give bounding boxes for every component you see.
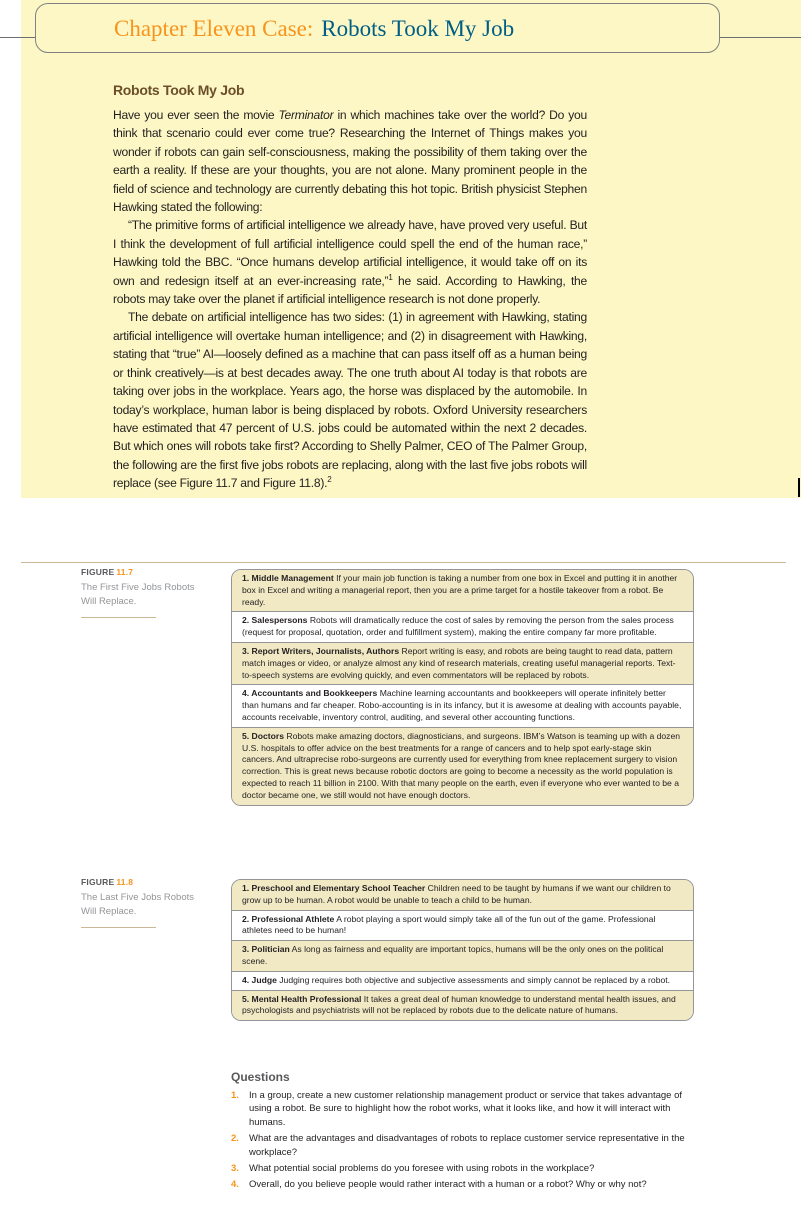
paragraph-2: “The primitive forms of artificial intelligence we already have, have proved very useful. But I think the development of full artificial intelligence could spell the end of the human race,” Hawking told the BBC. “Once humans develop artificial intelligence, it would take off on its own and redesign itself at an ever-increasing rate,”$^1$ he said. According to Hawking, the robots may take over the planet if artificial intelligence research is not done properly. <box>113 218 588 307</box>
figure-number: FIGURE 11.8 <box>81 877 134 887</box>
caption-rule <box>81 927 156 928</box>
question-item: 2. What are the advantages and disadvantages of robots to replace customer service representative in the workplace? <box>231 1133 685 1158</box>
list-item: 2. Salespersons Robots will dramatically reduce the cost of sales by removing the person from the sales process (request for proposal, quotation, order and fulfillment system), making the entire company far more profitable. <box>232 612 693 643</box>
case-title: Robots Took My Job <box>321 16 515 41</box>
question-item: 4. Overall, do you believe people would rather interact with a human or a robot? Why or why not? <box>231 1179 647 1191</box>
figure-number: FIGURE 11.7 <box>81 567 134 577</box>
case-heading: Robots Took My Job <box>113 82 245 98</box>
chapter-label: Chapter Eleven Case: <box>114 16 314 41</box>
list-item: 4. Judge Judging requires both objective and subjective assessments and simply cannot be replaced by a robot. <box>232 972 693 991</box>
list-item: 1. Preschool and Elementary School Teacher Children need to be taught by humans if we want our children to grow up to be human. A robot would be unable to teach a child to be human. <box>232 880 693 911</box>
footnote-ref-2[interactable]: 2 <box>327 475 332 485</box>
list-item: 2. Professional Athlete A robot playing a sport would simply take all of the fun out of the game. Professional athletes need to be human! <box>232 911 693 942</box>
figure-section-rule <box>21 562 786 563</box>
list-item: 5. Doctors Robots make amazing doctors, diagnosticians, and surgeons. IBM’s Watson is teaming up with a dozen U.S. hospitals to offer advice on the best treatments for a range of cancers and to help spot early-stage skin cancers. And ultraprecise robo-surgeons are currently used for everything from knee replacement surgery to vision correction. This is great news because robotic doctors are going to become a necessity as the world population is expected to reach 11 billion in 2100. With that many people on the earth, even if everyone who ever wanted to be a doctor became one, we still would not have enough doctors. <box>232 728 693 805</box>
footnote-ref-1[interactable]: 1 <box>388 272 393 282</box>
caption-rule <box>81 617 156 618</box>
question-item: 1. In a group, create a new customer relationship management product or service that takes advantage of using a robot. Be sure to highlight how the robot works, what it looks like, and how it will interact with humans. <box>231 1090 683 1128</box>
questions-heading: Questions <box>231 1070 290 1084</box>
figure-11-8-label <box>81 877 211 928</box>
list-item: 3. Report Writers, Journalists, Authors Report writing is easy, and robots are being taught to read data, pattern match images or video, or analyze almost any kind of research materials, creating useful managerial reports. Text-to-speech systems are evolving quickly, and even commentators will be replaced by robots. <box>232 643 693 685</box>
header-rule-left <box>0 37 36 38</box>
header-rule-right <box>718 37 801 38</box>
title-banner <box>35 3 720 53</box>
list-item: 1. Middle Management If your main job function is taking a number from one box in Excel and putting it in another box in Excel and writing a managerial report, then you are a prime target for a hostile takeover from a robot. Be ready. <box>232 570 693 612</box>
text-cursor <box>798 478 800 497</box>
case-body <box>113 82 587 493</box>
list-item: 3. Politician As long as fairness and equality are important topics, humans will be the only ones on the political scene. <box>232 941 693 972</box>
page-title <box>114 16 514 42</box>
figure-caption: The Last Five Jobs Robots Will Replace. <box>81 892 194 917</box>
figure-11-7-box <box>231 569 694 806</box>
list-item: 4. Accountants and Bookkeepers Machine learning accountants and bookkeepers will operate infinitely better than humans and far cheaper. Robo-accounting is in its infancy, but it is awesome at dealing with accounts payable, accounts receivable, inventory control, auditing, and several other accounting functions. <box>232 685 693 727</box>
figure-caption: The First Five Jobs Robots Will Replace. <box>81 582 195 607</box>
paragraph-1: Have you ever seen the movie Terminator in which machines take over the world? Do you think that scenario could ever come true? Researching the Internet of Things makes you wonder if robots can gain self-consciousness, making the possibility of them taking over the earth a reality. If these are your thoughts, you are not alone. Many prominent people in the field of science and technology are currently debating this hot topic. British physicist Stephen Hawking stated the following: <box>113 108 587 215</box>
list-item: 5. Mental Health Professional It takes a great deal of human knowledge to understand mental health issues, and psychologists and psychiatrists will not be replaced by robots due to the delicate nature of humans. <box>232 991 693 1021</box>
figure-11-7-label <box>81 567 211 618</box>
questions-section <box>231 1070 701 1195</box>
figure-11-8-box <box>231 879 694 1021</box>
paragraph-3: The debate on artificial intelligence has two sides: (1) in agreement with Hawking, stating artificial intelligence will overtake human intelligence; and (2) in disagreement with Hawking, stating that “true” AI—loosely defined as a machine that can pass itself off as a human being or think creatively—is at best decades away. The one truth about AI today is that robots are taking over jobs in the workplace. Years ago, the horse was displaced by the automobile. In today’s workplace, human labor is being displaced by robots. Oxford University researchers have estimated that 47 percent of U.S. jobs could be automated within the next 2 decades. But which ones will robots take first? According to Shelly Palmer, CEO of The Palmer Group, the following are the first five jobs robots are replacing, along with the last five jobs robots will replace (see Figure 11.7 and Figure 11.8).$^2$ <box>113 310 587 491</box>
movie-title: Terminator <box>278 108 334 122</box>
question-item: 3. What potential social problems do you foresee with using robots in the workplace? <box>231 1163 595 1175</box>
